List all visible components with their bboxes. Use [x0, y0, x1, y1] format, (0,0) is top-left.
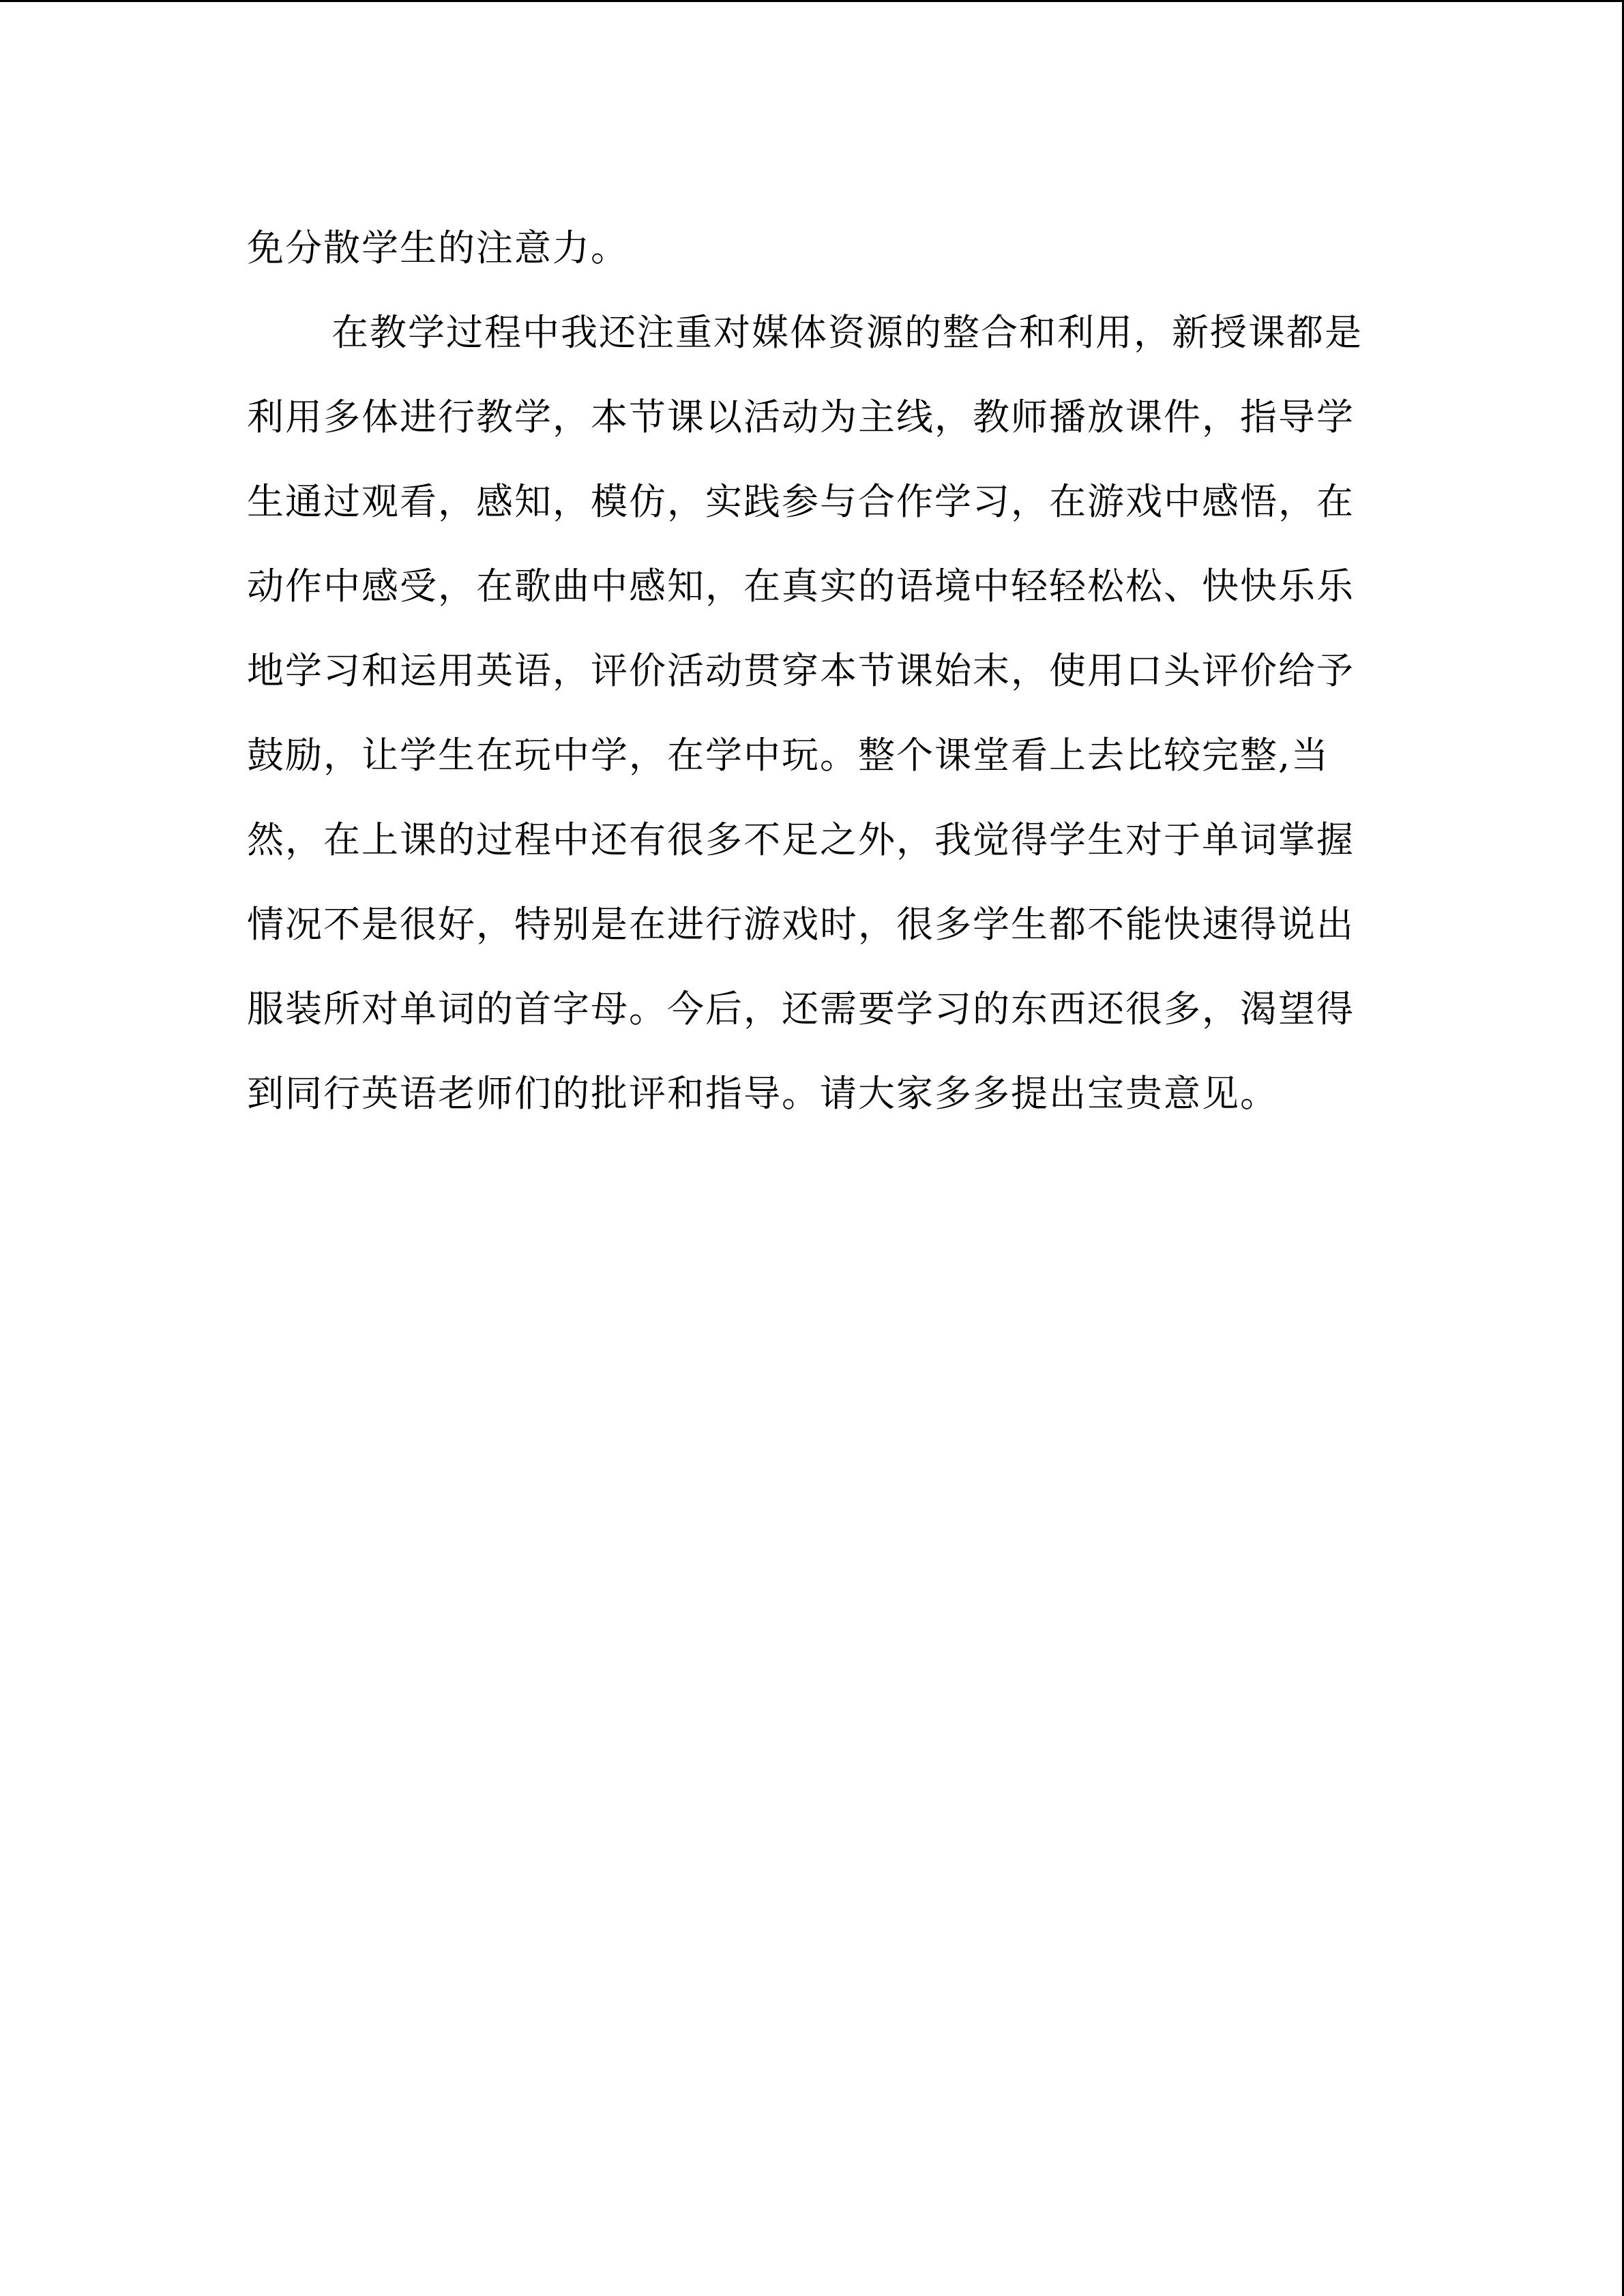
text-line-8: 然，在上课的过程中还有很多不足之外，我觉得学生对于单词掌握 [247, 818, 1355, 861]
page-top-border [0, 0, 1624, 2]
text-line-9: 情况不是很好，特别是在进行游戏时，很多学生都不能快速得说出 [247, 903, 1355, 946]
text-line-5: 动作中感受，在歌曲中感知，在真实的语境中轻轻松松、快快乐乐 [247, 565, 1355, 608]
text-line-11: 到同行英语老师们的批评和指导。请大家多多提出宝贵意见。 [247, 1072, 1278, 1115]
text-line-3: 利用多体进行教学，本节课以活动为主线，教师播放课件，指导学 [247, 396, 1355, 438]
text-line-10: 服装所对单词的首字母。今后，还需要学习的东西还很多，渴望得 [247, 987, 1355, 1030]
document-body [247, 206, 1379, 1136]
text-line-4: 生通过观看，感知，模仿，实践参与合作学习，在游戏中感悟，在 [247, 480, 1355, 523]
text-line-2: 在教学过程中我还注重对媒体资源的整合和利用，新授课都是 [331, 311, 1363, 354]
text-line-1: 免分散学生的注意力。 [247, 226, 629, 269]
text-line-6: 地学习和运用英语，评价活动贯穿本节课始末，使用口头评价给予 [247, 649, 1355, 692]
text-line-7: 鼓励，让学生在玩中学，在学中玩。整个课堂看上去比较完整,当 [247, 734, 1330, 777]
